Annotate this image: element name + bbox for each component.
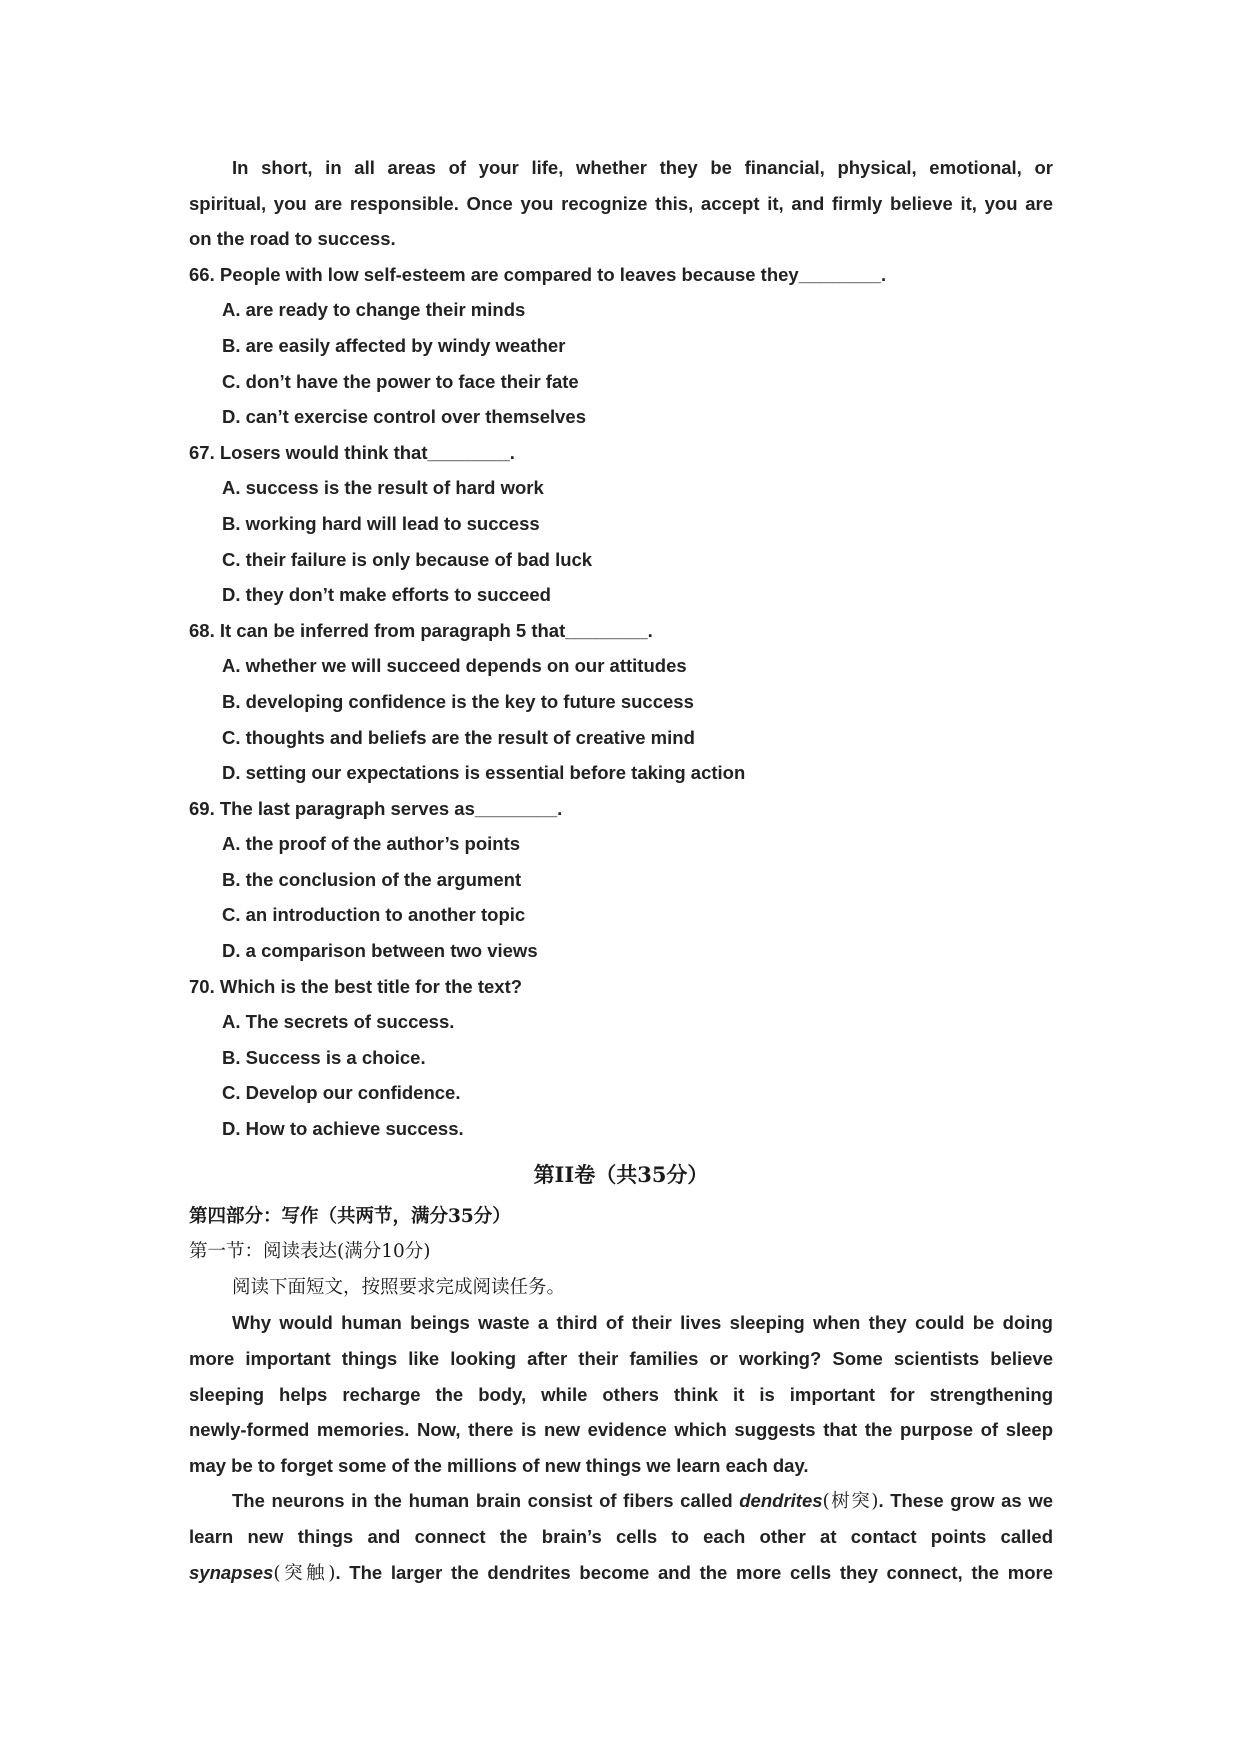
question-stem: 68. It can be inferred from paragraph 5 that________. — [189, 619, 653, 641]
subsection-heading: 第一节：阅读表达(满分10分) — [189, 1241, 431, 1263]
document-page — [189, 150, 1053, 1590]
text-run: . The larger the dendrites become and the more cells they connect, the more — [335, 1561, 1053, 1583]
question-stem: 67. Losers would think that________. — [189, 441, 515, 463]
paragraph-line: sleeping helps recharge the body, while others think it is important for strengthening — [189, 1383, 1053, 1405]
option-b: B. working hard will lead to success — [222, 512, 540, 534]
question-67 — [189, 435, 1053, 613]
text-run: The neurons in the human brain consist of fibers called — [232, 1490, 740, 1512]
option-d: D. they don’t make efforts to succeed — [222, 584, 551, 606]
option-c: C. don’t have the power to face their fate — [222, 370, 579, 392]
option-b: B. Success is a choice. — [222, 1046, 426, 1068]
section-title: 第II卷（共35分） — [533, 1161, 709, 1187]
paragraph-line: on the road to success. — [189, 228, 396, 250]
option-a: A. The secrets of success. — [222, 1011, 455, 1033]
option-c: C. Develop our confidence. — [222, 1082, 461, 1104]
option-a: A. are ready to change their minds — [222, 299, 526, 321]
option-d: D. setting our expectations is essential before taking action — [222, 762, 746, 784]
paragraph-line: more important things like looking after their families or working? Some scientists believe — [189, 1348, 1053, 1369]
option-b: B. are easily affected by windy weather — [222, 334, 566, 356]
passage-conclusion — [189, 150, 1053, 257]
option-a: A. the proof of the author’s points — [222, 833, 521, 855]
term-translation: (突触) — [273, 1562, 336, 1584]
reading-passage — [189, 1305, 1053, 1590]
paragraph-line: learn new things and connect the brain’s cells to each other at contact points called — [189, 1525, 1053, 1547]
paragraph-line: newly-formed memories. Now, there is new evidence which suggests that the purpose of sleep — [189, 1419, 1053, 1441]
question-stem: 70. Which is the best title for the text? — [189, 975, 523, 997]
part-heading: 第四部分：写作（共两节，满分35分） — [189, 1205, 511, 1227]
option-d: D. How to achieve success. — [222, 1118, 464, 1140]
task-instruction: 阅读下面短文，按照要求完成阅读任务。 — [232, 1276, 566, 1298]
term-dendrites: dendrites — [739, 1490, 823, 1512]
option-b: B. developing confidence is the key to future success — [222, 690, 694, 712]
option-a: A. success is the result of hard work — [222, 477, 544, 499]
question-stem: 66. People with low self-esteem are compared to leaves because they________. — [189, 263, 887, 285]
term-translation: (树突) — [822, 1491, 879, 1513]
term-synapses: synapses — [189, 1561, 274, 1583]
question-stem: 69. The last paragraph serves as________. — [189, 797, 563, 819]
question-69 — [189, 791, 1053, 969]
question-70 — [189, 969, 1053, 1147]
option-c: C. an introduction to another topic — [222, 904, 526, 926]
text-run: . These grow as we — [878, 1490, 1053, 1512]
paragraph-line: Why would human beings waste a third of their lives sleeping when they could be doing — [232, 1312, 1053, 1334]
option-d: D. a comparison between two views — [222, 940, 538, 962]
paragraph-line — [189, 1555, 1053, 1591]
option-d: D. can’t exercise control over themselves — [222, 406, 587, 428]
option-c: C. thoughts and beliefs are the result of creative mind — [222, 726, 695, 748]
option-a: A. whether we will succeed depends on our attitudes — [222, 655, 687, 677]
paragraph-line: spiritual, you are responsible. Once you recognize this, accept it, and firmly believe it, you are — [189, 192, 1053, 214]
paragraph-line: In short, in all areas of your life, whether they be financial, physical, emotional, or — [232, 157, 1053, 178]
option-b: B. the conclusion of the argument — [222, 868, 522, 890]
question-66 — [189, 257, 1053, 435]
paragraph-line — [189, 1483, 1053, 1519]
question-68 — [189, 613, 1053, 791]
paragraph-line: may be to forget some of the millions of new things we learn each day. — [189, 1454, 809, 1476]
option-c: C. their failure is only because of bad luck — [222, 548, 593, 570]
